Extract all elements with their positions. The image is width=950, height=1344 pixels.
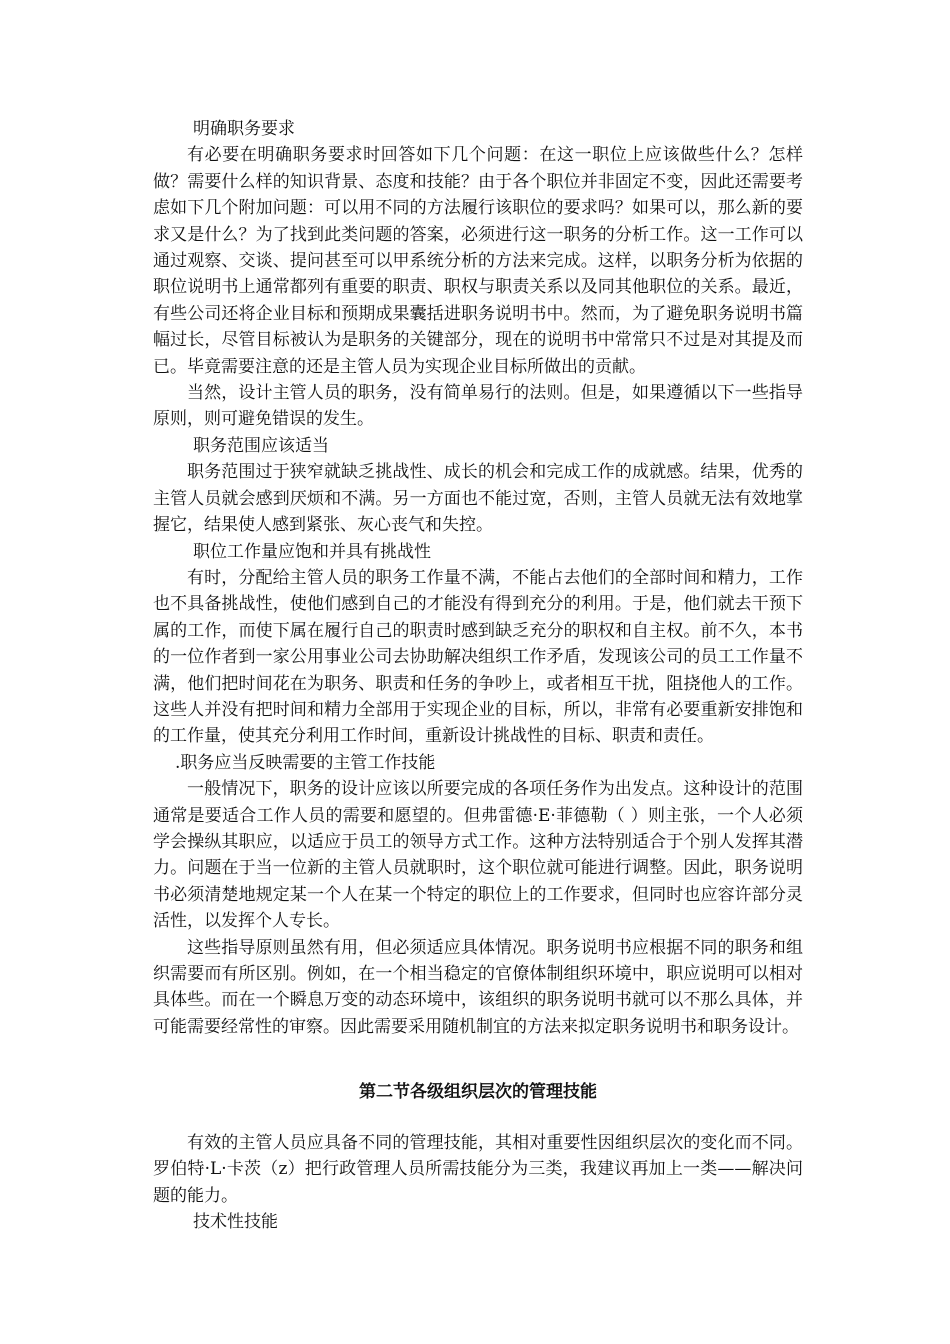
paragraph-design-principles: 当然，设计主管人员的职务，没有简单易行的法则。但是，如果遵循以下一些指导原则，则可避免错误的发生。 (153, 383, 803, 430)
paragraph-job-scope: 职务范围过于狭窄就缺乏挑战性、成长的机会和完成工作的成就感。结果，优秀的主管人员就会感到厌烦和不满。另一方面也不能过宽，否则，主管人员就无法有效地掌握它，结果使人感到紧张、灰心丧气和失控。 (153, 462, 803, 536)
paragraph-management-skills: 有效的主管人员应具备不同的管理技能，其相对重要性因组织层次的变化而不同。罗伯特·L·卡茨（z）把行政管理人员所需技能分为三类，我建议再加上一类——解决问题的能力。 (153, 1133, 803, 1206)
subheading-job-requirements: 明确职务要求 (193, 119, 295, 139)
paragraph-workload: 有时，分配给主管人员的职务工作量不满，不能占去他们的全部时间和精力，工作也不具备挑战性，使他们感到自己的才能没有得到充分的利用。于是，他们就去干预下属的工作，而使下属在履行自己的职责时感到缺乏充分的职权和自主权。前不久，本书的一位作者到一家公用事业公司去协助解决组织工作矛盾，发现该公司的员工工作量不满，他们把时间花在为职务、职责和任务的争吵上，或者相互干扰，阻挠他人的工作。这些人并没有把时间和精力全部用于实现企业的目标，所以，非常有必要重新安排饱和的工作量，使其充分利用工作时间，重新设计挑战性的目标、职责和责任。 (153, 567, 803, 747)
document-body-part-2 (153, 1130, 803, 1236)
paragraph-required-skills: 一般情况下，职务的设计应该以所要完成的各项任务作为出发点。这种设计的范围通常是要适合工作人员的需要和愿望的。但弗雷德·E·菲德勒（ ）则主张，一个人必须学会操纵其职应，以适应于员工的领导方式工作。这种方法特别适合于个别人发挥其潜力。问题在于当一位新的主管人员就职时，这个职位就可能进行调整。因此，职务说明书必须清楚地规定某一个人在某一个特定的职位上的工作要求，但同时也应容许部分灵活性，以发挥个人专长。 (153, 779, 803, 932)
paragraph-job-analysis: 有必要在明确职务要求时回答如下几个问题：在这一职位上应该做些什么？怎样做？需要什么样的知识背景、态度和技能？由于各个职位并非固定不变，因此还需要考虑如下几个附加问题：可以用不同的方法履行该职位的要求吗？如果可以，那么新的要求又是什么？为了找到此类问题的答案，必须进行这一职务的分析工作。这一工作可以通过观察、交谈、提问甚至可以甲系统分析的方法来完成。这样，以职务分析为依据的职位说明书上通常都列有重要的职责、职权与职责关系以及同其他职位的关系。最近，有些公司还将企业目标和预期成果囊括进职务说明书中。然而，为了避免职务说明书篇幅过长，尽管目标被认为是职务的关键部分，现在的说明书中常常只不过是对其提及而已。毕竟需要注意的还是主管人员为实现企业目标所做出的贡献。 (153, 145, 803, 377)
document-body-part-1 (153, 116, 803, 1040)
section-title: 第二节各级组织层次的管理技能 (359, 1082, 597, 1102)
paragraph-contingency: 这些指导原则虽然有用，但必须适应具体情况。职务说明书应根据不同的职务和组织需要而有所区别。例如，在一个相当稳定的官僚体制组织环境中，职应说明可以相对具体些。而在一个瞬息万变的动态环境中，该组织的职务说明书就可以不那么具体，并可能需要经常性的审察。因此需要采用随机制宜的方法来拟定职务说明书和职务设计。 (153, 937, 803, 1037)
subheading-job-scope: 职务范围应该适当 (193, 435, 329, 456)
subheading-required-skills: .职务应当反映需要的主管工作技能 (175, 752, 436, 773)
subheading-technical-skills: 技术性技能 (193, 1212, 278, 1233)
subheading-workload: 职位工作量应饱和并具有挑战性 (193, 541, 431, 562)
